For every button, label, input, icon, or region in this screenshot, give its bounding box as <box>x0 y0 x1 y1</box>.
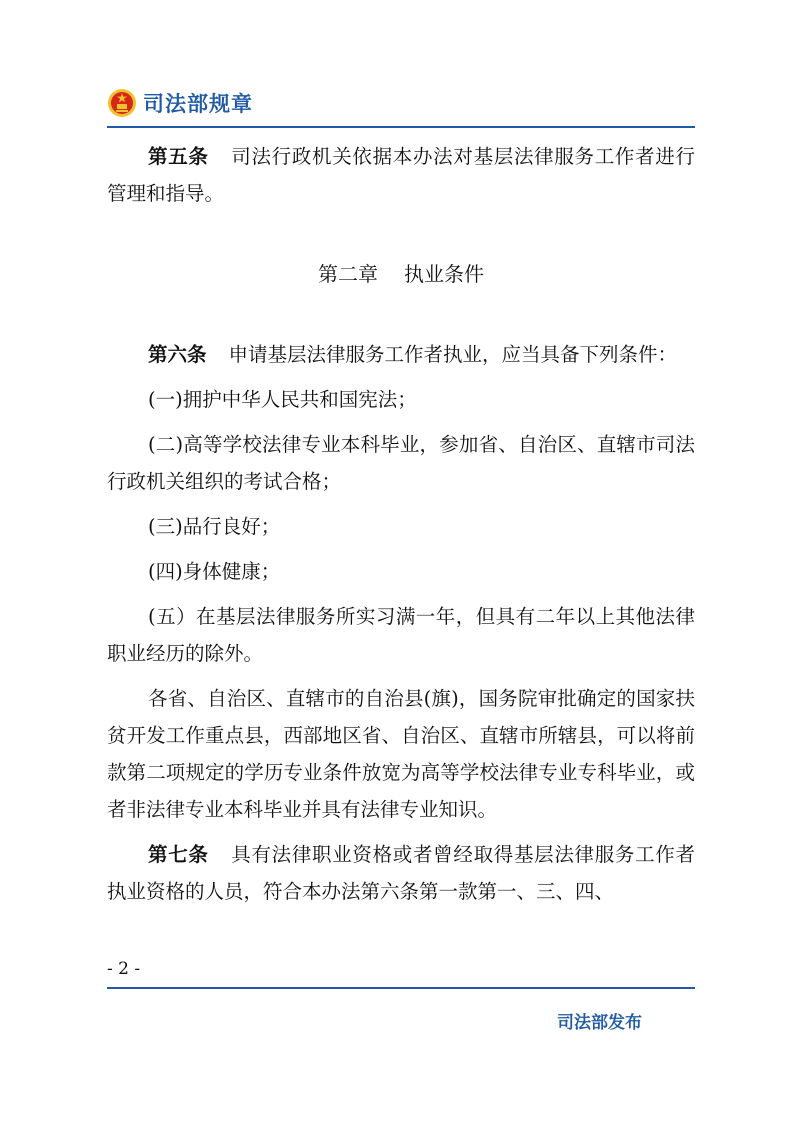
page-number: - 2 - <box>107 959 141 979</box>
header-title: 司法部规章 <box>143 92 253 116</box>
article-6-item-4: (四)身体健康； <box>148 560 281 583</box>
footer-rule <box>107 987 695 989</box>
article-6 <box>107 336 695 373</box>
national-emblem-icon <box>107 88 137 118</box>
chapter-number: 第二章 <box>318 262 378 286</box>
article-6-item-1: (一)拥护中华人民共和国宪法； <box>148 388 417 411</box>
article-6-extra: 各省、自治区、直辖市的自治县(旗)，国务院审批确定的国家扶贫开发工作重点县，西部地区省、自治区、直辖市所辖县，可以将前款第二项规定的学历专业条件放宽为高等学校法律专业专科毕业，或者非法律专业本科毕业并具有法律专业知识。 <box>107 687 695 821</box>
chapter-heading <box>107 256 695 293</box>
article-7-head: 第七条 <box>148 843 209 866</box>
chapter-title: 执业条件 <box>404 262 484 286</box>
header-rule <box>107 126 695 128</box>
article-5-head: 第五条 <box>148 145 209 168</box>
document-body <box>107 138 695 910</box>
article-7-text: 具有法律职业资格或者曾经取得基层法律服务工作者执业资格的人员，符合本办法第六条第一款第一、三、四、 <box>107 843 695 903</box>
article-5-text: 司法行政机关依据本办法对基层法律服务工作者进行管理和指导。 <box>107 145 695 205</box>
article-6-item-2: (二)高等学校法律专业本科毕业，参加省、自治区、直辖市司法行政机关组织的考试合格； <box>107 433 695 493</box>
page-header <box>107 86 253 120</box>
article-6-item-3: (三)品行良好； <box>148 515 281 538</box>
article-6-text: 申请基层法律服务工作者执业，应当具备下列条件： <box>228 343 678 366</box>
article-7 <box>107 836 695 910</box>
article-6-item-5: (五）在基层法律服务所实习满一年，但具有二年以上其他法律职业经历的除外。 <box>107 605 695 665</box>
article-5 <box>107 138 695 212</box>
article-6-head: 第六条 <box>148 343 207 366</box>
footer-publisher: 司法部发布 <box>557 1013 642 1033</box>
